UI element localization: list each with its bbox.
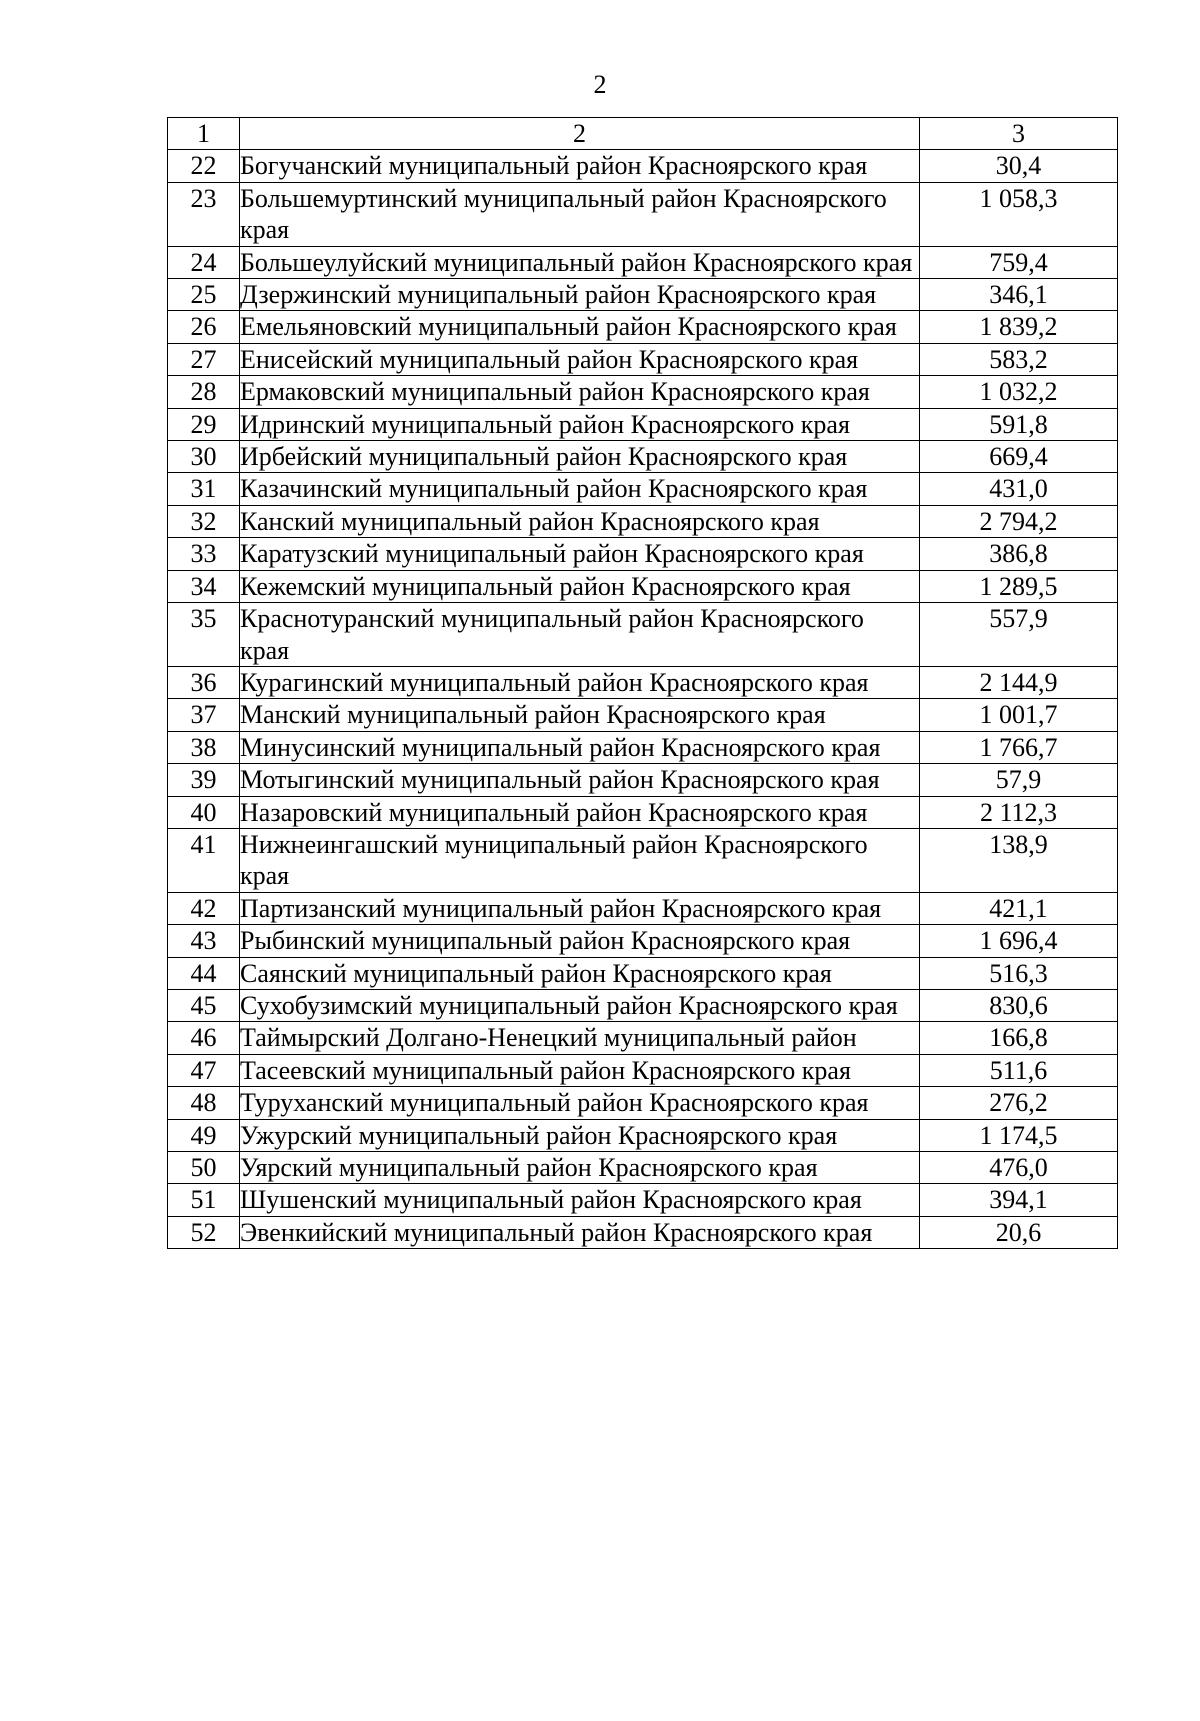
municipal-districts-table xyxy=(167,117,1118,1249)
value-cell: 2 112,3 xyxy=(920,796,1118,828)
table-row xyxy=(168,279,1118,311)
value-cell: 1 058,3 xyxy=(920,182,1118,246)
row-number-cell: 41 xyxy=(168,828,240,892)
row-number-cell: 34 xyxy=(168,570,240,602)
district-name-cell: Рыбинский муниципальный район Красноярского края xyxy=(240,925,920,957)
district-name-cell: Ермаковский муниципальный район Красноярского края xyxy=(240,376,920,408)
row-number-cell: 22 xyxy=(168,150,240,182)
district-name-cell: Краснотуранский муниципальный район Красноярского края xyxy=(240,603,920,667)
value-cell: 1 696,4 xyxy=(920,925,1118,957)
district-name-cell: Минусинский муниципальный район Красноярского края xyxy=(240,731,920,763)
row-number-cell: 28 xyxy=(168,376,240,408)
district-name-cell: Назаровский муниципальный район Красноярского края xyxy=(240,796,920,828)
row-number-cell: 35 xyxy=(168,603,240,667)
table-header xyxy=(168,118,1118,150)
table-row xyxy=(168,603,1118,667)
table-row xyxy=(168,796,1118,828)
district-name-cell: Идринский муниципальный район Красноярского края xyxy=(240,408,920,440)
district-name-cell: Богучанский муниципальный район Красноярского края xyxy=(240,150,920,182)
table-row xyxy=(168,731,1118,763)
table-row xyxy=(168,1087,1118,1119)
row-number-cell: 52 xyxy=(168,1216,240,1248)
table-row xyxy=(168,182,1118,246)
value-cell: 346,1 xyxy=(920,279,1118,311)
district-name-cell: Тасеевский муниципальный район Красноярского края xyxy=(240,1054,920,1086)
district-name-cell: Большеулуйский муниципальный район Красноярского края xyxy=(240,246,920,278)
district-name-cell: Эвенкийский муниципальный район Красноярского края xyxy=(240,1216,920,1248)
row-number-cell: 25 xyxy=(168,279,240,311)
district-name-cell: Казачинский муниципальный район Красноярского края xyxy=(240,473,920,505)
district-name-cell: Кежемский муниципальный район Красноярского края xyxy=(240,570,920,602)
table-row xyxy=(168,150,1118,182)
table-row xyxy=(168,1119,1118,1151)
row-number-cell: 50 xyxy=(168,1152,240,1184)
district-name-cell: Таймырский Долгано-Ненецкий муниципальный район xyxy=(240,1022,920,1054)
row-number-cell: 33 xyxy=(168,538,240,570)
row-number-cell: 30 xyxy=(168,441,240,473)
row-number-cell: 36 xyxy=(168,666,240,698)
district-name-cell: Саянский муниципальный район Красноярского края xyxy=(240,957,920,989)
value-cell: 511,6 xyxy=(920,1054,1118,1086)
row-number-cell: 47 xyxy=(168,1054,240,1086)
value-cell: 1 839,2 xyxy=(920,311,1118,343)
value-cell: 2 144,9 xyxy=(920,666,1118,698)
value-cell: 394,1 xyxy=(920,1184,1118,1216)
row-number-cell: 29 xyxy=(168,408,240,440)
value-cell: 516,3 xyxy=(920,957,1118,989)
row-number-cell: 51 xyxy=(168,1184,240,1216)
row-number-cell: 40 xyxy=(168,796,240,828)
district-name-cell: Сухобузимский муниципальный район Красноярского края xyxy=(240,989,920,1021)
row-number-cell: 37 xyxy=(168,699,240,731)
value-cell: 166,8 xyxy=(920,1022,1118,1054)
table-row xyxy=(168,570,1118,602)
value-cell: 1 174,5 xyxy=(920,1119,1118,1151)
district-name-cell: Мотыгинский муниципальный район Красноярского края xyxy=(240,764,920,796)
value-cell: 138,9 xyxy=(920,828,1118,892)
value-cell: 1 766,7 xyxy=(920,731,1118,763)
value-cell: 2 794,2 xyxy=(920,505,1118,537)
table-row xyxy=(168,311,1118,343)
value-cell: 431,0 xyxy=(920,473,1118,505)
table-row xyxy=(168,666,1118,698)
value-cell: 276,2 xyxy=(920,1087,1118,1119)
row-number-cell: 49 xyxy=(168,1119,240,1151)
row-number-cell: 32 xyxy=(168,505,240,537)
table-row xyxy=(168,246,1118,278)
row-number-cell: 39 xyxy=(168,764,240,796)
district-name-cell: Курагинский муниципальный район Красноярского края xyxy=(240,666,920,698)
header-row xyxy=(168,118,1118,150)
row-number-cell: 23 xyxy=(168,182,240,246)
row-number-cell: 27 xyxy=(168,343,240,375)
table-row xyxy=(168,473,1118,505)
column-header-district: 2 xyxy=(240,118,920,150)
row-number-cell: 42 xyxy=(168,892,240,924)
column-header-number: 1 xyxy=(168,118,240,150)
district-name-cell: Каратузский муниципальный район Красноярского края xyxy=(240,538,920,570)
district-name-cell: Нижнеингашский муниципальный район Красноярского края xyxy=(240,828,920,892)
table-row xyxy=(168,1184,1118,1216)
row-number-cell: 24 xyxy=(168,246,240,278)
district-name-cell: Ирбейский муниципальный район Красноярского края xyxy=(240,441,920,473)
district-name-cell: Енисейский муниципальный район Красноярского края xyxy=(240,343,920,375)
table-row xyxy=(168,828,1118,892)
column-header-value: 3 xyxy=(920,118,1118,150)
district-name-cell: Манский муниципальный район Красноярского края xyxy=(240,699,920,731)
table-row xyxy=(168,989,1118,1021)
page-number: 2 xyxy=(593,70,607,99)
value-cell: 1 289,5 xyxy=(920,570,1118,602)
value-cell: 20,6 xyxy=(920,1216,1118,1248)
table-row xyxy=(168,699,1118,731)
value-cell: 830,6 xyxy=(920,989,1118,1021)
district-name-cell: Партизанский муниципальный район Красноярского края xyxy=(240,892,920,924)
district-name-cell: Дзержинский муниципальный район Красноярского края xyxy=(240,279,920,311)
table-row xyxy=(168,1054,1118,1086)
row-number-cell: 43 xyxy=(168,925,240,957)
row-number-cell: 38 xyxy=(168,731,240,763)
table-row xyxy=(168,376,1118,408)
table-row xyxy=(168,1216,1118,1248)
value-cell: 591,8 xyxy=(920,408,1118,440)
district-name-cell: Большемуртинский муниципальный район Красноярского края xyxy=(240,182,920,246)
district-name-cell: Туруханский муниципальный район Красноярского края xyxy=(240,1087,920,1119)
value-cell: 1 032,2 xyxy=(920,376,1118,408)
row-number-cell: 26 xyxy=(168,311,240,343)
value-cell: 669,4 xyxy=(920,441,1118,473)
district-name-cell: Шушенский муниципальный район Красноярского края xyxy=(240,1184,920,1216)
district-name-cell: Ужурский муниципальный район Красноярского края xyxy=(240,1119,920,1151)
value-cell: 557,9 xyxy=(920,603,1118,667)
table-row xyxy=(168,343,1118,375)
value-cell: 386,8 xyxy=(920,538,1118,570)
row-number-cell: 31 xyxy=(168,473,240,505)
table-row xyxy=(168,892,1118,924)
value-cell: 759,4 xyxy=(920,246,1118,278)
value-cell: 30,4 xyxy=(920,150,1118,182)
table-row xyxy=(168,957,1118,989)
district-name-cell: Канский муниципальный район Красноярского края xyxy=(240,505,920,537)
value-cell: 476,0 xyxy=(920,1152,1118,1184)
table-row xyxy=(168,441,1118,473)
row-number-cell: 44 xyxy=(168,957,240,989)
value-cell: 583,2 xyxy=(920,343,1118,375)
table-body xyxy=(168,150,1118,1249)
table-row xyxy=(168,925,1118,957)
table-row xyxy=(168,505,1118,537)
row-number-cell: 45 xyxy=(168,989,240,1021)
table-row xyxy=(168,764,1118,796)
value-cell: 421,1 xyxy=(920,892,1118,924)
row-number-cell: 48 xyxy=(168,1087,240,1119)
table-row xyxy=(168,1022,1118,1054)
table-row xyxy=(168,538,1118,570)
district-name-cell: Емельяновский муниципальный район Красноярского края xyxy=(240,311,920,343)
row-number-cell: 46 xyxy=(168,1022,240,1054)
value-cell: 1 001,7 xyxy=(920,699,1118,731)
table-row xyxy=(168,408,1118,440)
value-cell: 57,9 xyxy=(920,764,1118,796)
district-name-cell: Уярский муниципальный район Красноярского края xyxy=(240,1152,920,1184)
table-row xyxy=(168,1152,1118,1184)
